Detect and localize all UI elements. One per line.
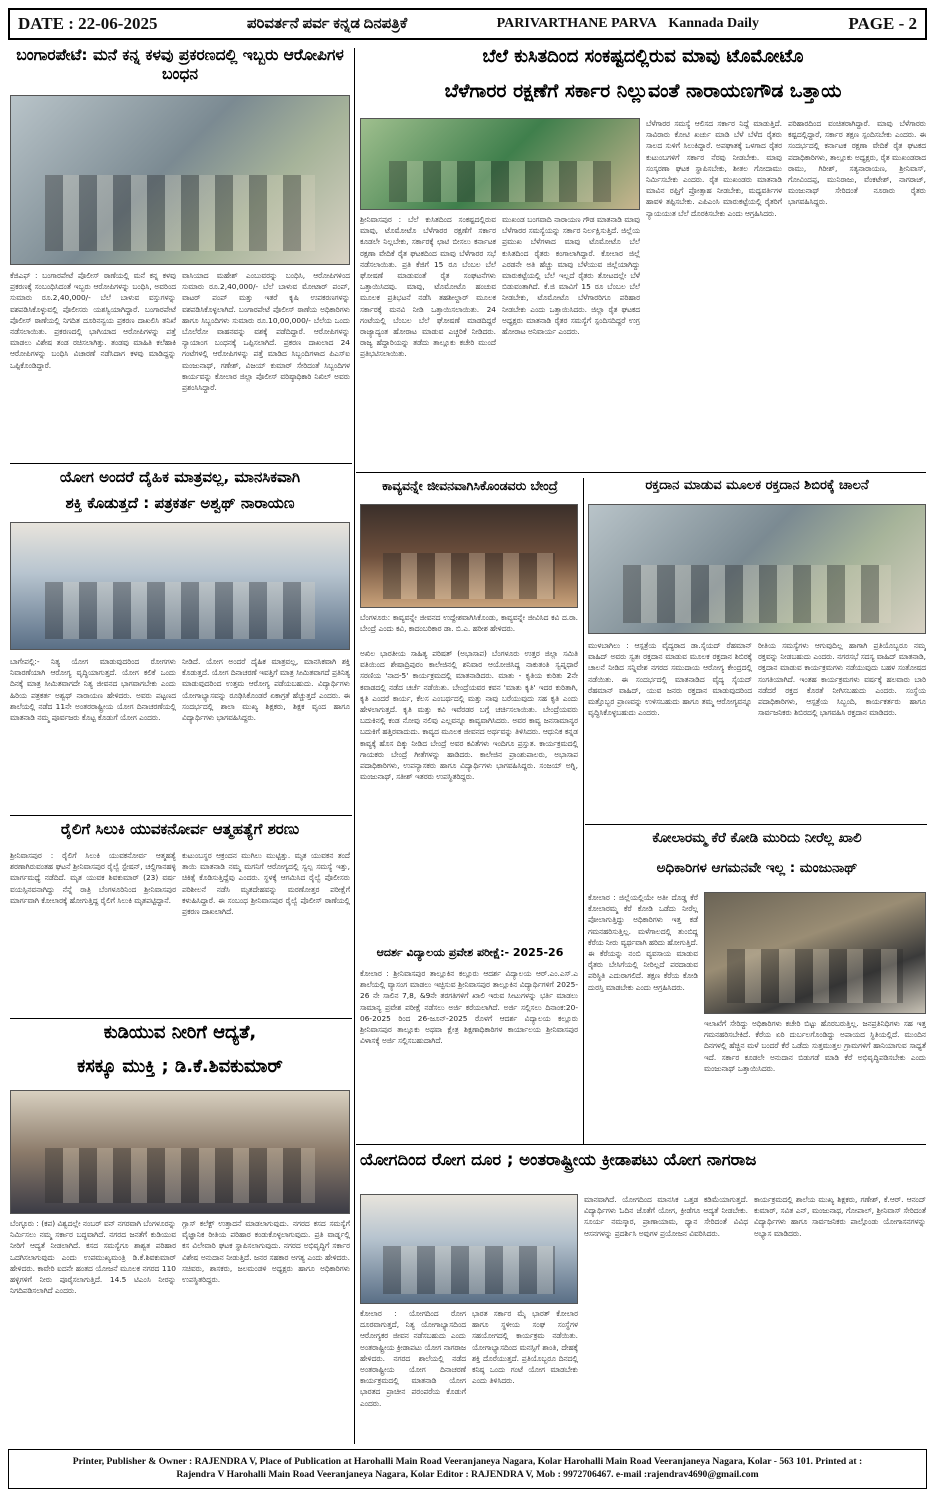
column-divider-right <box>583 478 584 1144</box>
article-headline: ಯೋಗದಿಂದ ರೋಗ ದೂರ ; ಅಂತರಾಷ್ಟ್ರೀಯ ಕ್ರೀಡಾಪಟು ಯೋಗ ನಾಗರಾಜ <box>360 1150 757 1169</box>
article-body: ಭಾರತ ಸರ್ಕಾರ ಮೈ ಭಾರತ್ ಕೋಲಾರ ಹಾಗೂ ಸ್ಥಳೀಯ ಸಂಘ ಸಂಸ್ಥೆಗಳ ಸಹಯೋಗದಲ್ಲಿ ಕಾರ್ಯಕ್ರಮ ನಡೆಯಿತು. ಯೋಗಾಭ್ಯಾಸದಿಂದ ಮನಸ್ಸಿಗೆ ಶಾಂತಿ, ದೇಹಕ್ಕೆ ಶಕ್ತಿ ದೊರೆಯುತ್ತದೆ. ಪ್ರತಿಯೊಬ್ಬರೂ ದಿನದಲ್ಲಿ ಕನಿಷ್ಠ ಒಂದು ಗಂಟೆ ಯೋಗ ಮಾಡಬೇಕು ಎಂದು ತಿಳಿಸಿದರು. <box>472 1309 578 1386</box>
article-headline: ಕುಡಿಯುವ ನೀರಿಗೆ ಆದ್ಯತೆ, <box>103 1022 257 1043</box>
article-body: ಕಾರ್ಯಕ್ರಮದಲ್ಲಿ ಶಾಲೆಯ ಮುಖ್ಯ ಶಿಕ್ಷಕರು, ಗಣೇಶ್, ಕೆ.ಆರ್. ಆನಂದ್ ಕುಮಾರ್, ಸವಿತ ಎನ್, ಮಂಜುನಾಥ, ಗೋಪಾಲ್, ಶ್ರೀನಿವಾಸ್ ಸೇರಿದಂತೆ ವಿದ್ಯಾರ್ಥಿಗಳು ಹಾಗೂ ಸಾರ್ವಜನಿಕರು ಪಾಲ್ಗೊಂಡು ಯೋಗಾಸನಗಳನ್ನು ಅಭ್ಯಾಸ ಮಾಡಿದರು. <box>754 1195 926 1238</box>
article-photo <box>360 504 578 608</box>
article-headline: ಅಧಿಕಾರಿಗಳ ಆಗಮನವೇ ಇಲ್ಲ : ಮಂಜುನಾಥ್ <box>656 860 858 876</box>
article-body: ಬಾಗೇಪಲ್ಲಿ:- ನಿತ್ಯ ಯೋಗ ಮಾಡುವುದರಿಂದ ರೋಗಗಳು ನಿವಾರಣೆಯಾಗಿ ಆರೋಗ್ಯ ವೃದ್ಧಿಯಾಗುತ್ತದೆ. ಯೋಗ ಕಲಿಕೆ ಒಂದು ದಿನಕ್ಕೆ ಮಾತ್ರ ಸೀಮಿತವಾಗದೇ ನಿತ್ಯ ಜೀವನದ ಭಾಗವಾಗಬೇಕು ಎಂದು ಹಿರಿಯ ಪತ್ರಕರ್ತ ಅಶ್ವಥ್ ನಾರಾಯಣ ಹೇಳಿದರು. ಅವರು ಪಟ್ಟಣದ ಶಾಲೆಯಲ್ಲಿ ನಡೆದ 11ನೇ ಅಂತರರಾಷ್ಟ್ರೀಯ ಯೋಗ ದಿನಾಚರಣೆಯಲ್ಲಿ ಮಾತನಾಡಿ ನಮ್ಮ ಪೂರ್ವಜರು ಕೊಟ್ಟ ಕೊಡುಗೆ ಯೋಗ ಎಂದರು. <box>10 657 176 723</box>
article-headline: ರಕ್ತದಾನ ಮಾಡುವ ಮೂಲಕ ರಕ್ತದಾನ ಶಿಬಿರಕ್ಕೆ ಚಾಲನೆ <box>645 478 869 493</box>
article-photo <box>10 522 350 650</box>
article-body: ಇಲಾಖೆಗೆ ಸೇರಿದ್ದು ಅಧಿಕಾರಿಗಳು ಕಚೇರಿ ಬಿಟ್ಟು ಹೊರಬರುತ್ತಿಲ್ಲ. ಜನಪ್ರತಿನಿಧಿಗಳು ಸಹ ಇತ್ತ ಗಮನಹರಿಸಬೇಕಿದೆ. ಕೆರೆಯ ಏರಿ ದುರ್ಬಲಗೊಂಡಿದ್ದು ಅಪಾಯದ ಸ್ಥಿತಿಯಲ್ಲಿದೆ. ಮುಂದಿನ ದಿನಗಳಲ್ಲಿ ಹೆಚ್ಚಿನ ಮಳೆ ಬಂದರೆ ಕೆರೆ ಒಡೆದು ಸುತ್ತಮುತ್ತಲ ಗ್ರಾಮಗಳಿಗೆ ಹಾನಿಯಾಗುವ ಸಾಧ್ಯತೆ ಇದೆ. ಸರ್ಕಾರ ಕೂಡಲೇ ಅನುದಾನ ಬಿಡುಗಡೆ ಮಾಡಿ ಕೆರೆ ಅಭಿವೃದ್ಧಿಪಡಿಸಬೇಕು ಎಂದು ಮಂಜುನಾಥ್ ಒತ್ತಾಯಿಸಿದರು. <box>704 1019 926 1073</box>
article-body: ಪರಿಹಾರದಿಂದ ವಂಚಿತರಾಗಿದ್ದಾರೆ. ಮಾವು ಬೆಳೆಗಾರರು ಕಷ್ಟದಲ್ಲಿದ್ದಾರೆ, ಸರ್ಕಾರ ತಕ್ಷಣ ಸ್ಪಂದಿಸಬೇಕು ಎಂದರು. ಈ ಸಂದರ್ಭದಲ್ಲಿ ಕರ್ನಾಟಕ ರಕ್ಷಣಾ ವೇದಿಕೆ ರೈತ ಘಟಕದ ಪದಾಧಿಕಾರಿಗಳು, ತಾಲ್ಲೂಕು ಅಧ್ಯಕ್ಷರು, ರೈತ ಮುಖಂಡರಾದ ರಾಮು, ಗಿರೀಶ್, ಸತ್ಯನಾರಾಯಣ, ಶ್ರೀನಿವಾಸ್, ಗೋವಿಂದಪ್ಪ, ಮುನಿರಾಜು, ವೆಂಕಟೇಶ್, ನಾಗರಾಜ್, ಮಂಜುನಾಥ್ ಸೇರಿದಂತೆ ನೂರಾರು ರೈತರು ಭಾಗವಹಿಸಿದ್ದರು. <box>788 119 926 207</box>
section-divider <box>585 824 927 825</box>
article-body: ನೀಡಿದೆ. ಯೋಗ ಅಂದರೆ ದೈಹಿಕ ಮಾತ್ರವಲ್ಲ, ಮಾನಸಿಕವಾಗಿ ಶಕ್ತಿ ಕೊಡುತ್ತದೆ. ಯೋಗ ದಿನಾಚರಣೆ ಇವತ್ತಿಗೆ ಮಾತ್ರ ಸೀಮಿತವಾಗದೆ ಪ್ರತಿನಿತ್ಯ ಮಾಡುವುದರಿಂದ ಉತ್ತಮ ಆರೋಗ್ಯ ಪಡೆಯಬಹುದು. ವಿದ್ಯಾರ್ಥಿಗಳು ಯೋಗಾಭ್ಯಾಸವನ್ನು ರೂಢಿಸಿಕೊಂಡರೆ ಏಕಾಗ್ರತೆ ಹೆಚ್ಚುತ್ತದೆ ಎಂದರು. ಈ ಸಂದರ್ಭದಲ್ಲಿ ಶಾಲಾ ಮುಖ್ಯ ಶಿಕ್ಷಕರು, ಶಿಕ್ಷಕ ವೃಂದ ಹಾಗೂ ವಿದ್ಯಾರ್ಥಿಗಳು ಭಾಗವಹಿಸಿದ್ದರು. <box>182 657 350 723</box>
article-body: ಗ್ಲಾಸ್ ಕಲೆಕ್ಟ್ ಉತ್ತಾದನೆ ಮಾಡಲಾಗುವುದು. ನಗರದ ಕಸದ ಸಮಸ್ಯೆಗೆ ವೈಜ್ಞಾನಿಕ ರೀತಿಯ ಪರಿಹಾರ ಕಂಡುಕೊಳ್ಳಲಾಗುವುದು. ಪ್ರತಿ ವಾರ್ಡ್ನಲ್ಲಿ ಕಸ ವಿಲೇವಾರಿ ಘಟಕ ಸ್ಥಾಪಿಸಲಾಗುವುದು. ನಗರದ ಅಭಿವೃದ್ಧಿಗೆ ಸರ್ಕಾರ ವಿಶೇಷ ಅನುದಾನ ನೀಡುತ್ತಿದೆ. ಜನರ ಸಹಕಾರ ಅಗತ್ಯ ಎಂದು ಹೇಳಿದರು. ಸಚಿವರು, ಶಾಸಕರು, ಜಲಮಂಡಳಿ ಅಧ್ಯಕ್ಷರು ಹಾಗೂ ಅಧಿಕಾರಿಗಳು ಉಪಸ್ಥಿತರಿದ್ದರು. <box>182 1219 350 1285</box>
photo-caption: ಬೆಂಗಳೂರು: ಕಾವ್ಯವನ್ನೇ ಜೀವನದ ಉದ್ದೇಶವಾಗಿಸಿಕೊಂಡು, ಕಾವ್ಯವನ್ನೇ ಜೀವಿಸಿದ ಕವಿ ದ.ರಾ. ಬೇಂದ್ರೆ ಎಂದು ಕವಿ, ಕಾದಂಬರಿಕಾರ ಡಾ. ಬಿ.ಎ. ಹರೀಶ ಹೇಳಿದರು. <box>360 613 578 634</box>
article-photo <box>10 1090 350 1214</box>
article-body: ಕೆಜಿಎಫ್ : ಬಂಗಾರಪೇಟೆ ಪೊಲೀಸ್ ಠಾಣೆಯಲ್ಲಿ ಮನೆ ಕನ್ನ ಕಳವು ಪ್ರಕರಣಕ್ಕೆ ಸಂಬಂಧಿಸಿದಂತೆ ಇಬ್ಬರು ಆರೋಪಿಗಳನ್ನು ಬಂಧಿಸಿ, ಅವರಿಂದ ಸುಮಾರು ರೂ.2,40,000/- ಬೆಲೆ ಬಾಳುವ ವಸ್ತುಗಳನ್ನು ವಶಪಡಿಸಿಕೊಳ್ಳುವಲ್ಲಿ ಪೊಲೀಸರು ಯಶಸ್ವಿಯಾಗಿದ್ದಾರೆ. ಬಂಗಾರಪೇಟೆ ಪೊಲೀಸ್ ಠಾಣೆಯಲ್ಲಿ ನಿಗದಿತ ದೂರಿನನ್ವಯ ಪ್ರಕರಣ ದಾಖಲಿಸಿ ತನಿಖೆ ನಡೆಸಲಾಯಿತು. ಪ್ರಕರಣದಲ್ಲಿ ಭಾಗಿಯಾದ ಆರೋಪಿಗಳನ್ನು ಪತ್ತೆ ಮಾಡಲು ವಿಶೇಷ ತಂಡ ರಚಿಸಲಾಗಿತ್ತು. ತಂಡವು ಮಾಹಿತಿ ಕಲೆಹಾಕಿ ಆರೋಪಿಗಳನ್ನು ಬಂಧಿಸಿ ವಿಚಾರಣೆ ನಡೆಸಿದಾಗ ಕಳವು ಮಾಡಿದ್ದನ್ನು ಒಪ್ಪಿಕೊಂಡಿದ್ದಾರೆ. <box>10 271 176 370</box>
section-divider <box>10 1018 352 1019</box>
issue-date: DATE : 22-06-2025 <box>18 14 158 33</box>
section-divider <box>356 1144 926 1145</box>
imprint-footer <box>8 1449 927 1489</box>
article-body: ಶ್ರೀನಿವಾಸಪುರ : ರೈಲಿಗೆ ಸಿಲುಕಿ ಯುವಕನೋರ್ವ ಆತ್ಮಹತ್ಯೆ ಶರಣಾಗಿರುವಂತಹ ಘಟನೆ ಶ್ರೀನಿವಾಸಪುರ ರೈಲ್ವೆ ಸ್ಟೇಷನ್, ಚಲ್ದಿಗಾನಹಳ್ಳಿ ಮಾರ್ಗಮಧ್ಯೆ ನಡೆದಿದೆ. ಮೃತ ಯುವಕ ಶಿವಕುಮಾರ್ (23) ವರ್ಷ ವಯಸ್ಸಿನವನಾಗಿದ್ದು ನೆನ್ನೆ ರಾತ್ರಿ ಬೆಂಗಳೂರಿನಿಂದ ಶ್ರೀನಿವಾಸಪುರ ಮಾರ್ಗವಾಗಿ ಕೋಲಾರಕ್ಕೆ ಹೋಗುತ್ತಿದ್ದ ರೈಲಿಗೆ ಸಿಲುಕಿ ಮೃತಪಟ್ಟಿದ್ದಾನೆ. <box>10 851 176 905</box>
article-body: ಬೆಂಗ್ಳೂರು : (ಕಪ) ವಿಶ್ವದಲ್ಲೇ ನಂಬರ್ ವನ್ ನಗರವಾಗಿ ಬೆಂಗಳೂರನ್ನು ನಿರ್ಮಿಸಲು ನಮ್ಮ ಸರ್ಕಾರ ಬದ್ಧವಾಗಿದೆ. ನಗರದ ಜನತೆಗೆ ಕುಡಿಯುವ ನೀರಿಗೆ ಆದ್ಯತೆ ನೀಡಲಾಗಿದೆ. ಕಸದ ಸಮಸ್ಯೆಗೂ ಶಾಶ್ವತ ಪರಿಹಾರ ಒದಗಿಸಲಾಗುವುದು ಎಂದು ಉಪಮುಖ್ಯಮಂತ್ರಿ ಡಿ.ಕೆ.ಶಿವಕುಮಾರ್ ಹೇಳಿದರು. ಕಾವೇರಿ ಐದನೇ ಹಂತದ ಯೋಜನೆ ಮೂಲಕ ನಗರದ 110 ಹಳ್ಳಿಗಳಿಗೆ ನೀರು ಪೂರೈಸಲಾಗುತ್ತಿದೆ. 14.5 ಟಿಎಂಸಿ ನೀರನ್ನು ನಿಗದಿಪಡಿಸಲಾಗಿದೆ ಎಂದರು. <box>10 1219 176 1296</box>
article-headline: ಯೋಗ ಅಂದರೆ ದೈಹಿಕ ಮಾತ್ರವಲ್ಲ, ಮಾನಸಿಕವಾಗಿ <box>59 468 301 486</box>
brand-tagline: Kannada Daily <box>668 16 759 31</box>
article-headline: ಆದರ್ಶ ವಿದ್ಯಾಲಯ ಪ್ರವೇಶ ಪರೀಕ್ಷೆ:- 2025-26 <box>376 946 564 959</box>
article-body: ಮುಳಬಾಗಿಲು : ಆಸ್ಪತ್ರೆಯ ವೈದ್ಯರಾದ ಡಾ.ಸೈಯದ್ ರೆಹಮಾನ್ ವಾಹಿದ್ ಅವರು ಸ್ವತಃ ರಕ್ತದಾನ ಮಾಡುವ ಮೂಲಕ ರಕ್ತದಾನ ಶಿಬಿರಕ್ಕೆ ಚಾಲನೆ ನೀಡಿದ ಸನ್ನಿವೇಶ ನಗರದ ಸಮುದಾಯ ಆರೋಗ್ಯ ಕೇಂದ್ರದಲ್ಲಿ ನಡೆಯಿತು. ಈ ಸಂದರ್ಭದಲ್ಲಿ ಮಾತನಾಡಿದ ವೈದ್ಯ ಸೈಯದ್ ರೆಹಮಾನ್ ವಾಹಿದ್, ಯುವ ಜನರು ರಕ್ತದಾನ ಮಾಡುವುದರಿಂದ ಮತ್ತೊಬ್ಬರ ಪ್ರಾಣವನ್ನು ಉಳಿಸಬಹುದು ಹಾಗೂ ತಮ್ಮ ಆರೋಗ್ಯವನ್ನೂ ವೃದ್ಧಿಸಿಕೊಳ್ಳಬಹುದು ಎಂದರು. <box>588 641 752 718</box>
imprint-line: Printer, Publisher & Owner : RAJENDRA V, Place of Publication at Harohalli Main Road Veeranjaneya Nagara, Kolar Harohalli Main Road Veeranjaneya Nagara, Kolar - 563 101. Printed at : <box>72 1456 863 1467</box>
article-body: ಕೋಲಾರ : ಜಿಲ್ಲೆಯಲ್ಲಿಯೇ ಅತೀ ದೊಡ್ಡ ಕೆರೆ ಕೋಲಾರಮ್ಮ ಕೆರೆ ಕೋಡಿ ಒಡೆದು ನೀರೆಲ್ಲ ಪೋಲಾಗುತ್ತಿದ್ದು ಅಧಿಕಾರಿಗಳು ಇತ್ತ ಕಡೆ ಗಮನಹರಿಸುತ್ತಿಲ್ಲ. ಮಳೆಗಾಲದಲ್ಲಿ ತುಂಬಿದ್ದ ಕೆರೆಯ ನೀರು ವ್ಯರ್ಥವಾಗಿ ಹರಿದು ಹೋಗುತ್ತಿದೆ. ಈ ಕೆರೆಯನ್ನು ನಂಬಿ ವ್ಯವಸಾಯ ಮಾಡುವ ರೈತರು ಬೇಸಿಗೆಯಲ್ಲಿ ನೀರಿಲ್ಲದೆ ಪರದಾಡುವ ಪರಿಸ್ಥಿತಿ ಎದುರಾಗಲಿದೆ. ತಕ್ಷಣ ಕೆರೆಯ ಕೋಡಿ ದುರಸ್ತಿ ಮಾಡಬೇಕು ಎಂದು ಆಗ್ರಹಿಸಿದರು. <box>588 893 698 992</box>
brand-kannada: ಪರಿವರ್ತನೆ ಪರ್ವ ಕನ್ನಡ ದಿನಪತ್ರಿಕೆ <box>246 16 408 32</box>
article-headline: ಬೆಲೆ ಕುಸಿತದಿಂದ ಸಂಕಷ್ಟದಲ್ಲಿರುವ ಮಾವು ಟೊಮೋಟೊ <box>482 46 804 67</box>
brand-english-name: PARIVARTHANE PARVA <box>496 16 657 31</box>
article-body: ಶ್ರೀನಿವಾಸಪುರ : ಬೆಲೆ ಕುಸಿತದಿಂದ ಸಂಕಷ್ಟದಲ್ಲಿರುವ ಮಾವು, ಟೊಮೋಟೊ ಬೆಳೆಗಾರರ ರಕ್ಷಣೆಗೆ ಸರ್ಕಾರ ಕೂಡಲೇ ನಿಲ್ಲಬೇಕು, ಸರ್ಕಾರಕ್ಕೆ ಛಾಟಿ ಬೀಸಲು ಕರ್ನಾಟಕ ರಕ್ಷಣಾ ವೇದಿಕೆ ರೈತ ಘಟಕದಿಂದ ಮಾವು ಬೆಳೆಗಾರರ ಸಭೆ ನಡೆಸಲಾಯಿತು. ಪ್ರತಿ ಕೆಜಿಗೆ 15 ರೂ ಬೆಂಬಲ ಬೆಲೆ ಘೋಷಣೆ ಮಾಡುವಂತೆ ರೈತ ಸಂಘಟನೆಗಳು ಒತ್ತಾಯಿಸಿದವು. ಮಾವು, ಟೊಮೋಟೊ ಹಂಚುವ ಮೂಲಕ ಪ್ರತಿಭಟನೆ ನಡೆಸಿ ತಹಶೀಲ್ದಾರ್ ಮೂಲಕ ಸರ್ಕಾರಕ್ಕೆ ಮನವಿ ನೀಡಿ ಒತ್ತಾಯಿಸಲಾಯಿತು. 24 ಗಂಟೆಯಲ್ಲಿ ಬೆಂಬಲ ಬೆಲೆ ಘೋಷಣೆ ಮಾಡದಿದ್ದರೆ ರಾಜ್ಯಾದ್ಯಂತ ಹೋರಾಟ ಮಾಡುವ ಎಚ್ಚರಿಕೆ ನೀಡಿದರು. ರಾಜ್ಯ ಹೆದ್ದಾರಿಯನ್ನು ತಡೆದು ತಾಲ್ಲೂಕು ಕಚೇರಿ ಮುಂದೆ ಪ್ರತಿಭಟಿಸಲಾಯಿತು. <box>360 215 496 359</box>
article-photo <box>10 95 350 265</box>
article-headline: ಬೆಳೆಗಾರರ ರಕ್ಷಣೆಗೆ ಸರ್ಕಾರ ನಿಲ್ಲುವಂತೆ ನಾರಾಯಣಗೌಡ ಒತ್ತಾಯ <box>444 80 842 102</box>
article-body: ಕುಟುಂಬಸ್ಥರ ಆಕ್ರಂದನ ಮುಗಿಲು ಮುಟ್ಟಿತ್ತು. ಮೃತ ಯುವಕನ ತಂದೆ ತಾಯಿ ಮಾತನಾಡಿ ನಮ್ಮ ಮಗನಿಗೆ ಆರೋಗ್ಯದಲ್ಲಿ ಸ್ವಲ್ಪ ಸಮಸ್ಯೆ ಇತ್ತು, ಚಿಕಿತ್ಸೆ ಕೊಡಿಸುತ್ತಿದ್ದೆವು ಎಂದರು. ಸ್ಥಳಕ್ಕೆ ಆಗಮಿಸಿದ ರೈಲ್ವೆ ಪೊಲೀಸರು ಪರಿಶೀಲನೆ ನಡೆಸಿ ಮೃತದೇಹವನ್ನು ಮರಣೋತ್ತರ ಪರೀಕ್ಷೆಗೆ ಕಳುಹಿಸಿದ್ದಾರೆ. ಈ ಸಂಬಂಧ ಶ್ರೀನಿವಾಸಪುರ ರೈಲ್ವೆ ಪೊಲೀಸ್ ಠಾಣೆಯಲ್ಲಿ ಪ್ರಕರಣ ದಾಖಲಾಗಿದೆ. <box>182 851 350 917</box>
column-divider-left <box>354 48 355 1444</box>
section-divider <box>10 463 352 464</box>
article-body: ಮಾನವಾಗಿದೆ. ಯೋಗದಿಂದ ಮಾನಸಿಕ ಒತ್ತಡ ಕಡಿಮೆಯಾಗುತ್ತದೆ. ವಿದ್ಯಾರ್ಥಿಗಳು ಓದಿನ ಜೊತೆಗೆ ಯೋಗ, ಕ್ರೀಡೆಗೂ ಆದ್ಯತೆ ನೀಡಬೇಕು. ಸೂರ್ಯ ನಮಸ್ಕಾರ, ಪ್ರಾಣಾಯಾಮ, ಧ್ಯಾನ ಸೇರಿದಂತೆ ವಿವಿಧ ಆಸನಗಳನ್ನು ಪ್ರದರ್ಶಿಸಿ ಅವುಗಳ ಪ್ರಯೋಜನ ವಿವರಿಸಿದರು. <box>584 1195 748 1238</box>
article-headline: ರೈಲಿಗೆ ಸಿಲುಕಿ ಯುವಕನೋರ್ವ ಆತ್ಮಹತ್ಯೆಗೆ ಶರಣು <box>60 820 300 838</box>
article-body: ಅಖಿಲ ಭಾರತೀಯ ಸಾಹಿತ್ಯ ಪರಿಷತ್ (ಅಭಾಸಾಪ) ಬೆಂಗಳೂರು ಉತ್ತರ ಜಿಲ್ಲಾ ಸಮಿತಿ ವತಿಯಿಂದ ಶೇಷಾದ್ರಿಪುರಂ ಕಾಲೇಜಿನಲ್ಲಿ ಶನಿವಾರ ಆಯೋಜಿಸಿದ್ದ ನಾಕುತಂತಿ ಸ್ವಪ್ನಧಾರೆ ಸರಣಿಯ 'ನಾದ-5' ಕಾರ್ಯಕ್ರಮದಲ್ಲಿ ಮಾತನಾಡಿದರು. ಮಾತು - ಕೃತಿಯ ಕುರಿತು 2ನೇ ಕವಾಡದಲ್ಲಿ ನಡೆದ ಚರ್ಚೆ ನಡೆಯಿತು. ಬೇಂದ್ರೆಯವರ ಕವನ 'ಮಾತು ಕೃತಿ' ಇದರ ಕುರಿತಾಗಿ, ಕೃತಿ ಎಂದರೆ ಕಾರ್ಯ, ಕೆಲಸ ಎಂಬರ್ಥದಲ್ಲಿ ಮತ್ತು ನಾವು ಬರೆಯುವುದು ಸಹ ಕೃತಿ ಎಂದು ಹೇಳಲಾಗುತ್ತದೆ. ಕೃತಿ ಮತ್ತು ಕವಿ ಇವೆರಡರ ಬಗ್ಗೆ ಚರ್ಚಿಸಲಾಯಿತು. ಬೇಂದ್ರೆಯವರು ಬದುಕಿನಲ್ಲಿ ಕಂಡ ನೋವು ನಲಿವು ಎಲ್ಲವನ್ನೂ ಕಾವ್ಯವಾಗಿಸಿದರು. ಅವರ ಕಾವ್ಯ ಜನಸಾಮಾನ್ಯರ ಬದುಕಿಗೆ ಹತ್ತಿರವಾದುದು. ಕಾವ್ಯದ ಮೂಲಕ ಜೀವನದ ಅರ್ಥವನ್ನು ತಿಳಿಸಿದರು. ಆಧುನಿಕ ಕನ್ನಡ ಕಾವ್ಯಕ್ಕೆ ಹೊಸ ದಿಕ್ಕು ನೀಡಿದ ಬೇಂದ್ರೆ ಅವರ ಕವಿತೆಗಳು ಇಂದಿಗೂ ಪ್ರಸ್ತುತ. ಕಾರ್ಯಕ್ರಮದಲ್ಲಿ ಗಾಯಕರು ಬೇಂದ್ರೆ ಗೀತೆಗಳನ್ನು ಹಾಡಿದರು. ಕಾಲೇಜಿನ ಪ್ರಾಂಶುಪಾಲರು, ಅಭಾಸಾಪ ಪದಾಧಿಕಾರಿಗಳು, ಉಪನ್ಯಾಸಕರು ಹಾಗೂ ವಿದ್ಯಾರ್ಥಿಗಳು ಭಾಗವಹಿಸಿದ್ದರು. ಸಂಜಯ್ ಅಗ್ನಿ, ಮಂಜುನಾಥ್, ಸತೀಶ್ ಇತರರು ಉಪಸ್ಥಿತರಿದ್ದರು. <box>360 649 578 782</box>
article-body: ಮುಖಂಡ ಬಂಗವಾದಿ ನಾರಾಯಣ ಗೌಡ ಮಾತನಾಡಿ ಮಾವು ಬೆಳೆಗಾರರ ಸಮಸ್ಯೆಯನ್ನು ಸರ್ಕಾರ ನಿರ್ಲಕ್ಷಿಸುತ್ತಿದೆ. ಜಿಲ್ಲೆಯ ಪ್ರಮುಖ ಬೆಳೆಗಳಾದ ಮಾವು ಟೊಮೋಟೊ ಬೆಲೆ ಕುಸಿತದಿಂದ ರೈತರು ಕಂಗಾಲಾಗಿದ್ದಾರೆ. ಕೋಲಾರ ಜಿಲ್ಲೆ ಎರಡನೇ ಅತಿ ಹೆಚ್ಚು ಮಾವು ಬೆಳೆಯುವ ಜಿಲ್ಲೆಯಾಗಿದ್ದು ಮಾರುಕಟ್ಟೆಯಲ್ಲಿ ಬೆಲೆ ಇಲ್ಲದೆ ರೈತರು ತೋಟದಲ್ಲೇ ಬೆಳೆ ಬಿಡುವಂತಾಗಿದೆ. ಕೆ.ಜಿ ಮಾವಿಗೆ 15 ರೂ ಬೆಂಬಲ ಬೆಲೆ ನೀಡಬೇಕು, ಟೊಮೋಟೊ ಬೆಳೆಗಾರರಿಗೂ ಪರಿಹಾರ ನೀಡಬೇಕು ಎಂದು ಒತ್ತಾಯಿಸಿದರು. ಜಿಲ್ಲಾ ರೈತ ಘಟಕದ ಅಧ್ಯಕ್ಷರು ಮಾತನಾಡಿ ರೈತರ ಸಮಸ್ಯೆಗೆ ಸ್ಪಂದಿಸದಿದ್ದರೆ ಉಗ್ರ ಹೋರಾಟ ಅನಿವಾರ್ಯ ಎಂದರು. <box>502 215 640 337</box>
article-body: ಬೆಳೆಗಾರರ ಸಮಸ್ಯೆ ಆಲಿಸದ ಸರ್ಕಾರ ನಿದ್ದೆ ಮಾಡುತ್ತಿದೆ. ಸಾವಿರಾರು ಕೋಟಿ ಖರ್ಚು ಮಾಡಿ ಬೆಳೆ ಬೆಳೆದ ರೈತರು ಸಾಲದ ಸುಳಿಗೆ ಸಿಲುಕಿದ್ದಾರೆ. ಅಪಘಾತಕ್ಕೆ ಒಳಗಾದ ರೈತರ ಕುಟುಂಬಗಳಿಗೆ ಸರ್ಕಾರ ನೆರವು ನೀಡಬೇಕು. ಮಾವು ಸಂಸ್ಕರಣಾ ಘಟಕ ಸ್ಥಾಪಿಸಬೇಕು, ಶೀತಲ ಗೋದಾಮು ನಿರ್ಮಿಸಬೇಕು ಎಂದರು. ರೈತ ಮುಖಂಡರು ಮಾತನಾಡಿ ಮಾವಿನ ರಫ್ತಿಗೆ ಪ್ರೋತ್ಸಾಹ ನೀಡಬೇಕು, ಮಧ್ಯವರ್ತಿಗಳ ಹಾವಳಿ ತಪ್ಪಿಸಬೇಕು. ಎಪಿಎಂಸಿ ಮಾರುಕಟ್ಟೆಯಲ್ಲಿ ರೈತರಿಗೆ ನ್ಯಾಯಯುತ ಬೆಲೆ ದೊರಕಿಸಬೇಕು ಎಂದು ಆಗ್ರಹಿಸಿದರು. <box>646 119 782 218</box>
masthead <box>8 8 927 40</box>
page-number: PAGE - 2 <box>848 14 917 33</box>
article-photo <box>360 1194 578 1304</box>
article-body: ರೀತಿಯ ಸಮಸ್ಯೆಗಳು ಆಗುವುದಿಲ್ಲ ಹಾಗಾಗಿ ಪ್ರತಿಯೊಬ್ಬರೂ ನಮ್ಮ ರಕ್ತವನ್ನು ನೀಡಬಹುದು ಎಂದರು. ನಗರಸಭೆ ಸದಸ್ಯ ವಾಹಿದ್ ಮಾತನಾಡಿ, ರಕ್ತದಾನ ಮಾಡುವ ಕಾರ್ಯಕ್ರಮಗಳು ನಡೆಯುವುದು ಬಹಳ ಸಂತೋಷದ ಸಂಗತಿಯಾಗಿದೆ. ಇಂತಹ ಕಾರ್ಯಕ್ರಮಗಳು ವರ್ಷಕ್ಕೆ ಹಲವಾರು ಬಾರಿ ನಡೆದರೆ ರಕ್ತದ ಕೊರತೆ ನೀಗಿಸಬಹುದು ಎಂದರು. ಸಂಸ್ಥೆಯ ಪದಾಧಿಕಾರಿಗಳು, ಆಸ್ಪತ್ರೆಯ ಸಿಬ್ಬಂದಿ, ಕಾರ್ಯಕರ್ತರು ಹಾಗೂ ಸಾರ್ವಜನಿಕರು ಶಿಬಿರದಲ್ಲಿ ಭಾಗವಹಿಸಿ ರಕ್ತದಾನ ಮಾಡಿದರು. <box>758 641 926 718</box>
article-photo <box>588 504 926 634</box>
article-photo <box>360 118 640 210</box>
article-headline: ಕೋಲಾರಮ್ಮ ಕೆರೆ ಕೋಡಿ ಮುರಿದು ನೀರೆಲ್ಲ ಖಾಲಿ <box>652 830 862 846</box>
article-body: ವಾಸಿಯಾದ ಮಹೇಶ್ ಎಂಬುವರನ್ನು ಬಂಧಿಸಿ, ಆರೋಪಿಗಳಿಂದ ಸುಮಾರು ರೂ.2,40,000/- ಬೆಲೆ ಬಾಳುವ ಮೋಟಾರ್ ಪಂಪ್, ವಾಟರ್ ಪಂಪ್ ಮತ್ತು ಇತರೆ ಕೃಷಿ ಉಪಕರಣಗಳನ್ನು ವಶಪಡಿಸಿಕೊಳ್ಳಲಾಗಿದೆ. ಬಂಗಾರಪೇಟೆ ಪೊಲೀಸ್ ಠಾಣೆಯ ಅಧಿಕಾರಿಗಳು ಹಾಗೂ ಸಿಬ್ಬಂದಿಗಳು ಸುಮಾರು ರೂ.10,00,000/- ಬೆಲೆಯ ಒಂದು ಬೊಲೆರೋ ವಾಹನವನ್ನು ವಶಕ್ಕೆ ಪಡೆದಿದ್ದಾರೆ. ಆರೋಪಿಗಳನ್ನು ನ್ಯಾಯಾಂಗ ಬಂಧನಕ್ಕೆ ಒಪ್ಪಿಸಲಾಗಿದೆ. ಪ್ರಕರಣ ದಾಖಲಾದ 24 ಗಂಟೆಗಳಲ್ಲಿ ಆರೋಪಿಗಳನ್ನು ಪತ್ತೆ ಮಾಡಿದ ಸಿಬ್ಬಂದಿಗಳಾದ ಪಿಎಸ್ಐ ಮಂಜುನಾಥ್, ಗಣೇಶ್, ವಿಜಯ್ ಕುಮಾರ್ ಸೇರಿದಂತೆ ಸಿಬ್ಬಂದಿಗಳ ಕಾರ್ಯವನ್ನು ಕೋಲಾರ ಜಿಲ್ಲಾ ಪೊಲೀಸ್ ವರಿಷ್ಠಾಧಿಕಾರಿ ನಿಖಿಲ್ ಅವರು ಪ್ರಶಂಸಿಸಿದ್ದಾರೆ. <box>182 271 350 393</box>
article-headline: ಶಕ್ತಿ ಕೊಡುತ್ತದೆ : ಪತ್ರಕರ್ತ ಅಶ್ವಥ್ ನಾರಾಯಣ <box>65 494 295 512</box>
section-divider <box>356 472 926 473</box>
article-body: ಕೋಲಾರ : ಶ್ರೀನಿವಾಸಪುರ ತಾಲ್ಲೂಕಿನ ಕಲ್ಲೂರು ಆದರ್ಶ ವಿದ್ಯಾಲಯ ಆರ್.ಎಂ.ಎಸ್.ಎ ಶಾಲೆಯಲ್ಲಿ ವ್ಯಾಸಂಗ ಮಾಡಲು ಇಚ್ಛಿಸುವ ಶ್ರೀನಿವಾಸಪುರ ತಾಲ್ಲೂಕಿನ ವಿದ್ಯಾರ್ಥಿಗಳಿಗೆ 2025-26 ನೇ ಸಾಲಿನ 7,8, &9ನೇ ತರಗತಿಗಳಿಗೆ ಖಾಲಿ ಇರುವ ಸೀಟುಗಳನ್ನು ಭರ್ತಿ ಮಾಡಲು ಸಾಮಾನ್ಯ ಪ್ರವೇಶ ಪರೀಕ್ಷೆ ನಡೆಸಲು ಅರ್ಜಿ ಕರೆಯಲಾಗಿದೆ. ಅರ್ಜಿ ಸಲ್ಲಿಸಲು ದಿನಾಂಕ:20-06-2025 ರಿಂದ 26-ಜೂನ್-2025 ರೊಳಗೆ ಆದರ್ಶ ವಿದ್ಯಾಲಯ ಕಲ್ಲೂರು ಶ್ರೀನಿವಾಸಪುರ ತಾಲ್ಲೂಕು ಅಥವಾ ಕ್ಷೇತ್ರ ಶಿಕ್ಷಣಾಧಿಕಾರಿಗಳ ಕಾರ್ಯಾಲಯ ಶ್ರೀನಿವಾಸಪುರ ವಿಳಾಸಕ್ಕೆ ಅರ್ಜಿ ಸಲ್ಲಿಸಬಹುದಾಗಿದೆ. <box>360 969 578 1046</box>
article-headline: ಕಾವ್ಯವನ್ನೇ ಜೀವನವಾಗಿಸಿಕೊಂಡವರು ಬೇಂದ್ರೆ <box>382 478 558 493</box>
section-divider <box>10 815 352 816</box>
brand-english <box>497 16 759 32</box>
article-headline: ಕಸಕ್ಕೂ ಮುಕ್ತಿ ; ಡಿ.ಕೆ.ಶಿವಕುಮಾರ್ <box>77 1056 283 1077</box>
article-photo <box>704 892 926 1014</box>
imprint-line: Rajendra V Harohalli Main Road Veeranjaneya Nagara, Kolar Editor : RAJENDRA V, Mob : 9972706467. e-mail :rajendrav4690@gmail.com <box>176 1469 759 1480</box>
article-body: ಕೋಲಾರ : ಯೋಗದಿಂದ ರೋಗ ದೂರವಾಗುತ್ತದೆ, ನಿತ್ಯ ಯೋಗಾಭ್ಯಾಸದಿಂದ ಆರೋಗ್ಯಕರ ಜೀವನ ನಡೆಸಬಹುದು ಎಂದು ಅಂತರಾಷ್ಟ್ರೀಯ ಕ್ರೀಡಾಪಟು ಯೋಗ ನಾಗರಾಜ ಹೇಳಿದರು. ನಗರದ ಶಾಲೆಯಲ್ಲಿ ನಡೆದ ಅಂತರಾಷ್ಟ್ರೀಯ ಯೋಗ ದಿನಾಚರಣೆ ಕಾರ್ಯಕ್ರಮದಲ್ಲಿ ಮಾತನಾಡಿ ಯೋಗ ಭಾರತದ ಪ್ರಾಚೀನ ಪರಂಪರೆಯ ಕೊಡುಗೆ ಎಂದರು. <box>360 1309 466 1408</box>
article-headline: ಬಂಗಾರಪೇಟೆ: ಮನೆ ಕನ್ನ ಕಳವು ಪ್ರಕರಣದಲ್ಲಿ ಇಬ್ಬರು ಆರೋಪಿಗಳ ಬಂಧನ <box>16 46 344 84</box>
